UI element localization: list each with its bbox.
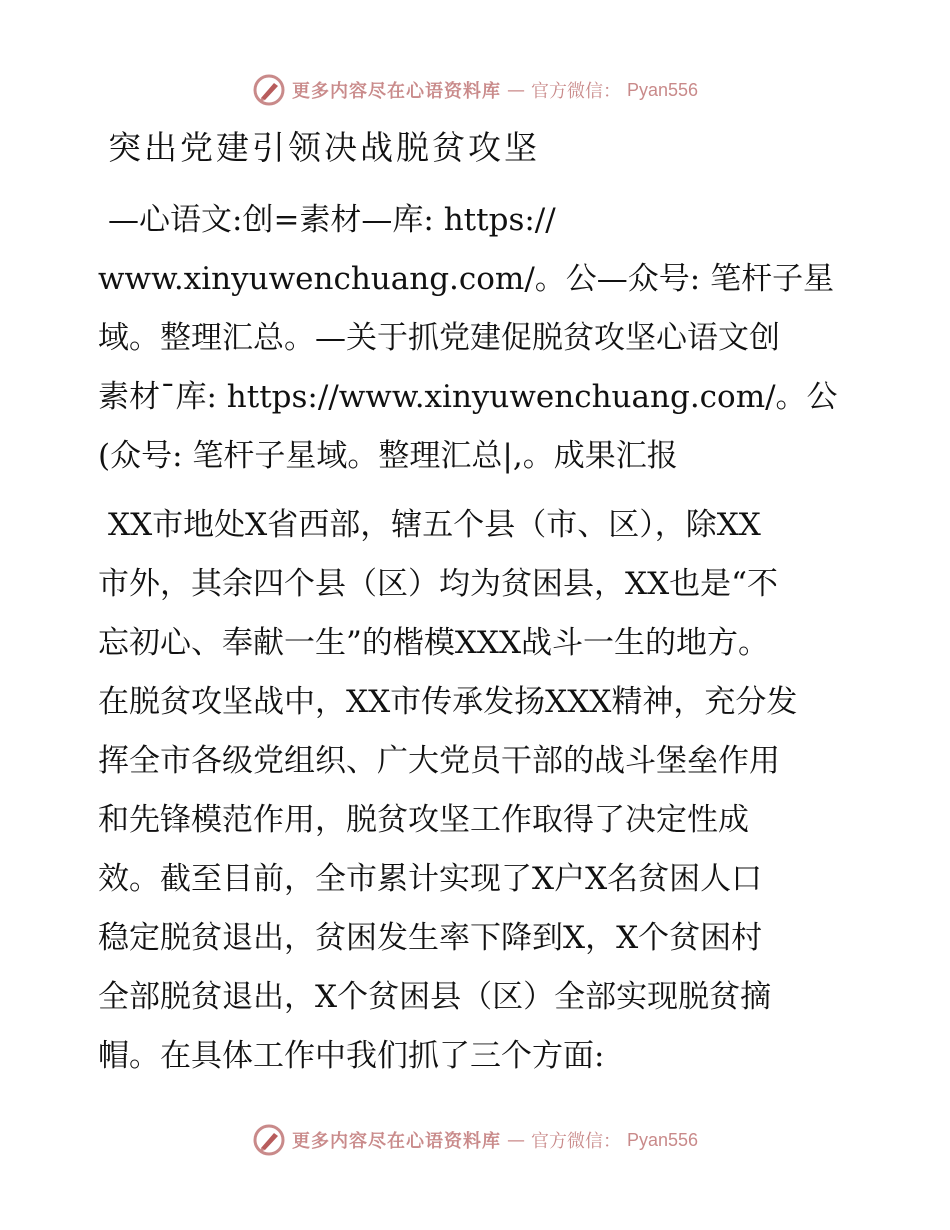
body-line: 挥全市各级党组织、广大党员干部的战斗堡垒作用 xyxy=(98,743,780,779)
body-line: 效。截至目前，全市累计实现了X户X名贫困人口 xyxy=(98,861,763,897)
banner-wechat-label: 官方微信： xyxy=(530,81,621,102)
header-banner xyxy=(0,70,950,110)
body-line: 忘初心、奉献一生”的楷模XXX战斗一生的地方。 xyxy=(98,625,770,661)
body-line: XX市地处X省西部，辖五个县（市、区），除XX xyxy=(108,507,761,543)
source-line: —心语文:创=素材—库: https:// xyxy=(108,202,556,238)
source-line: (众号: 笔杆子星域。整理汇总|,。成果汇报 xyxy=(98,438,678,474)
banner-wechat-id: Pyan556 xyxy=(626,1129,699,1150)
body-paragraph xyxy=(98,496,858,1086)
banner-separator: — xyxy=(506,1129,525,1151)
pen-logo-icon xyxy=(252,73,286,107)
body-line: 帽。在具体工作中我们抓了三个方面: xyxy=(98,1038,605,1074)
banner-main-text: 更多内容尽在心语资料库 xyxy=(291,81,501,102)
body-line: 全部脱贫退出，X个贫困县（区）全部实现脱贫摘 xyxy=(98,979,772,1015)
body-line: 和先锋模范作用，脱贫攻坚工作取得了决定性成 xyxy=(98,802,749,838)
source-line: www.xinyuwenchuang.com/。公—众号: 笔杆子星 xyxy=(98,261,835,297)
page-title: 突出党建引领决战脱贫攻坚 xyxy=(108,128,540,167)
body-line: 市外，其余四个县（区）均为贫困县，XX也是“不 xyxy=(98,566,778,602)
banner-wechat-id: Pyan556 xyxy=(626,79,699,100)
source-paragraph xyxy=(98,191,858,486)
body-line: 在脱贫攻坚战中，XX市传承发扬XXX精神，充分发 xyxy=(98,684,798,720)
source-line: 域。整理汇总。—关于抓党建促脱贫攻坚心语文创 xyxy=(98,320,780,356)
footer-banner xyxy=(0,1120,950,1160)
source-line: 素材¯库: https://www.xinyuwenchuang.com/。公 xyxy=(98,379,838,415)
banner-main-text: 更多内容尽在心语资料库 xyxy=(291,1131,501,1152)
body-line: 稳定脱贫退出，贫困发生率下降到X，X个贫困村 xyxy=(98,920,763,956)
banner-separator: — xyxy=(506,79,525,101)
banner-wechat-label: 官方微信： xyxy=(530,1131,621,1152)
pen-logo-icon xyxy=(252,1123,286,1157)
